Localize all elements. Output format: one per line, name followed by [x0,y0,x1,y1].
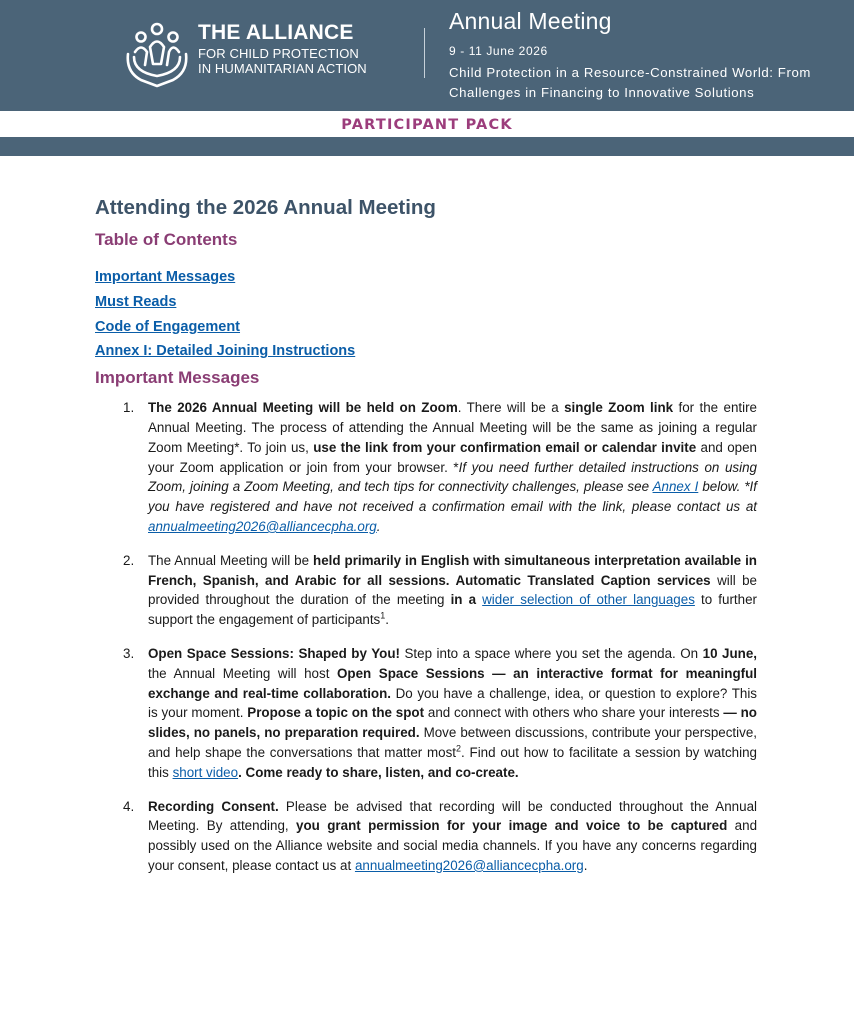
toc-link-code-of-engagement[interactable]: Code of Engagement [95,318,241,335]
text-span: . [376,518,381,534]
text-span: and connect with others who share your interests [424,705,724,721]
message-item [95,797,757,876]
text-span: 10 June, [702,645,758,661]
text-span: Do you have a challenge, idea, or question to explore? This is your moment. [148,685,757,721]
text-span: The Annual Meeting will be [148,552,314,568]
document-title: Attending the 2026 Annual Meeting [95,196,436,219]
text-span: Recording Consent. [148,798,279,814]
org-name-line1: THE ALLIANCE [198,21,354,44]
text-span: . Find out how to facilitate a session by watching this [148,744,757,780]
text-span: and open your Zoom application or join from your browser. * [148,439,757,475]
text-span: below. *If you have registered and have not received a confirmation email with the link, please contact us at [148,479,757,515]
org-name-line3: IN HUMANITARIAN ACTION [198,61,367,76]
text-span: The 2026 Annual Meeting will be held on Zoom [148,400,458,416]
text-span: Please be advised that recording will be conducted throughout the Annual Meeting. By attending, [148,798,757,834]
meeting-title: Annual Meeting [449,8,612,34]
text-span: Step into a space where you set the agenda. On [399,645,703,661]
text-span: single Zoom link [564,400,674,416]
text-span: Open Space Sessions — an interactive format for meaningful exchange and real-time collaboration. [148,665,757,701]
message-number: 1. [123,400,135,416]
participant-pack-bar [0,111,854,137]
message-number: 4. [123,798,135,814]
document-body [95,190,757,876]
text-span: will be provided throughout the duration of the meeting [148,572,757,608]
text-span: — no slides, no panels, no preparation required. [148,705,757,741]
message-item [95,551,757,630]
text-span: Move between discussions, contribute your perspective, and help shape the conversations that matter most [148,725,757,760]
toc-link-must-reads[interactable]: Must Reads [95,293,177,310]
footnote-ref-1[interactable]: 1 [380,610,386,621]
footnote-ref-2[interactable]: 2 [456,743,462,754]
participant-pack-label: PARTICIPANT PACK [341,117,513,133]
children-hands-logo-icon [124,20,190,90]
text-span: use the link from your confirmation email or calendar invite [313,439,697,455]
org-name-line2: FOR CHILD PROTECTION [198,46,359,61]
text-span: . There will be a [457,400,565,416]
annex-i-link[interactable]: Annex I [652,479,699,495]
message-item [95,644,757,783]
meeting-theme: Child Protection in a Resource-Constrained World: From Challenges in Financing to Innovative Solutions [449,65,811,100]
org-logo-text [198,22,367,75]
message-item [95,398,757,537]
meeting-info [449,8,851,103]
email-link[interactable]: annualmeeting2026@alliancecpha.org [354,857,584,873]
header-banner [0,0,854,111]
message-number: 2. [123,552,135,568]
toc-heading: Table of Contents [95,230,238,249]
text-span: . [583,857,588,873]
text-span: Open Space Sessions: Shaped by You! [148,645,400,661]
message-number: 3. [123,645,135,661]
text-span: . Come ready to share, listen, and co-create. [238,764,519,780]
table-of-contents [95,265,757,364]
text-span: . [385,612,390,628]
toc-link-important-messages[interactable]: Important Messages [95,269,236,285]
text-span: in a [450,592,483,608]
languages-link[interactable]: wider selection of other languages [482,592,695,608]
important-messages-list [95,398,757,876]
text-span: If you need further detailed instructions on using Zoom, joining a Zoom Meeting, and tech tips for connectivity challenges, please see [148,459,757,495]
toc-link-annex-i[interactable]: Annex I: Detailed Joining Instructions [95,343,356,360]
important-messages-heading: Important Messages [95,368,260,388]
email-link[interactable]: annualmeeting2026@alliancecpha.org [148,518,377,534]
text-span: and possibly used on the Alliance website and social media channels. If you have any concerns regarding your consent, please contact us at [148,818,758,873]
header-rule [0,137,854,156]
text-span: for the entire Annual Meeting. The process of attending the Annual Meeting will be the same as joining a regular Zoom Meeting*. To join us, [148,400,758,455]
text-span: Propose a topic on the spot [247,705,425,721]
header-divider [424,28,425,78]
text-span: held primarily in English with simultaneous interpretation available in French, Spanish, and Arabic for all sessions. Automatic Translated Caption services [148,552,757,588]
meeting-dates: 9 - 11 June 2026 [449,44,548,58]
short-video-link[interactable]: short video [172,764,239,780]
text-span: the Annual Meeting will host [148,665,337,681]
text-span: to further support the engagement of participants [148,592,757,628]
text-span: you grant permission for your image and voice to be captured [296,818,728,834]
